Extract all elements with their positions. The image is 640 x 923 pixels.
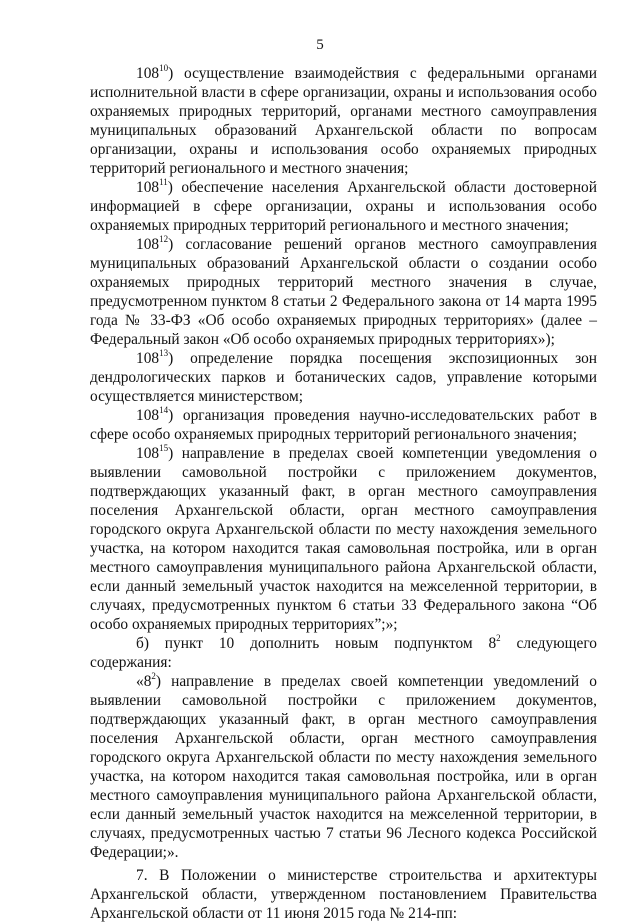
paragraph-text: направление в пределах своей компетенции уведомления о выявлении самовольной постройки с приложением документов, подтверждающих указанный факт, в орган местного самоуправления поселения Архангельской области, орган местного самоуправления городского округа Архангельской области по месту нахождения земельного участка, на котором находится такая самовольная постройка, или в орган местного самоуправления муниципального района Архангельской области, если данный земельный участок находится на межселенной территории, в случаях, предусмотренных пунктом 6 статьи 33 Федерального закона “Об особо охраняемых природных территориях”;»;: [90, 445, 597, 633]
paragraph-108-11: [90, 178, 597, 235]
item-bracket: ): [168, 236, 174, 253]
item-superscript: 15: [159, 442, 169, 453]
paragraph-108-10: [90, 64, 597, 178]
item-superscript: 13: [159, 347, 169, 358]
item-number: 108: [136, 407, 160, 424]
paragraph-text: организация проведения научно-исследовательских работ в сфере особо охраняемых природных территорий регионального значения;: [90, 407, 597, 443]
item-number: 108: [136, 350, 160, 367]
item-bracket: ): [168, 445, 174, 462]
document-body: [90, 64, 597, 923]
item-number: 108: [136, 65, 160, 82]
paragraph-text: осуществление взаимодействия с федеральными органами исполнительной власти в сфере организации, охраны и использования особо охраняемых природных территорий, органами местного самоуправления муниципальных образований Архангельской области по вопросам организации, охраны и использования особо охраняемых природных территорий регионального и местного значения;: [90, 65, 597, 177]
item-bracket: ): [168, 65, 174, 82]
paragraph-text-tail: следующего содержания:: [90, 635, 597, 671]
item-superscript: 10: [159, 62, 169, 73]
item-number: 108: [136, 179, 160, 196]
item-bracket: ): [155, 673, 162, 690]
paragraph-8-2: [90, 672, 597, 862]
paragraph-108-15: [90, 444, 597, 634]
paragraph-text: согласование решений органов местного самоуправления муниципальных образований Архангельской области о создании особо охраняемых природных территорий местного значения в случае, предусмотренном пунктом 8 статьи 2 Федерального закона от 14 марта 1995 года № 33-ФЗ «Об особо охраняемых природных территориях» (далее – Федеральный закон «Об особо охраняемых природных территориях»);: [90, 236, 597, 348]
item-superscript: 12: [159, 233, 169, 244]
paragraph-amendment-b: [90, 634, 597, 672]
paragraph-text: 7. В Положении о министерстве строительства и архитектуры Архангельской области, утвержденном постановлением Правительства Архангельской области от 11 июня 2015 года № 214-пп:: [90, 867, 597, 922]
paragraph-108-14: [90, 406, 597, 444]
paragraph-108-13: [90, 349, 597, 406]
item-bracket: ): [168, 407, 174, 424]
paragraph-text: направление в пределах своей компетенции уведомлений о выявлении самовольной постройки с приложением документов, подтверждающих указанный факт, в орган местного самоуправления поселения Архангельской области, орган местного самоуправления городского округа Архангельской области по месту нахождения земельного участка, на котором находится такая самовольная постройка, или в орган местного самоуправления муниципального района Архангельской области, если данный земельный участок находится на межселенной территории, в случаях, предусмотренных частью 7 статьи 96 Лесного кодекса Российской Федерации;».: [90, 673, 597, 861]
item-number: «8: [136, 673, 152, 690]
item-number: 108: [136, 445, 160, 462]
page-number: 5: [316, 37, 324, 53]
paragraph-section-7: [90, 866, 597, 923]
paragraph-108-12: [90, 235, 597, 349]
item-number: 108: [136, 236, 160, 253]
item-superscript: 2: [151, 670, 156, 681]
item-superscript: 14: [159, 404, 169, 415]
item-superscript: 11: [159, 176, 168, 187]
paragraph-text: б) пункт 10 дополнить новым подпунктом 8: [136, 635, 497, 652]
item-superscript: 2: [496, 632, 501, 643]
paragraph-text: обеспечение населения Архангельской области достоверной информацией в сфере организации, охраны и использования особо охраняемых природных территорий регионального и местного значения;: [90, 179, 597, 234]
item-bracket: ): [167, 179, 173, 196]
paragraph-text: определение порядка посещения экспозиционных зон дендрологических парков и ботанических садов, управление которыми осуществляется министерством;: [90, 350, 597, 405]
item-bracket: ): [168, 350, 174, 367]
